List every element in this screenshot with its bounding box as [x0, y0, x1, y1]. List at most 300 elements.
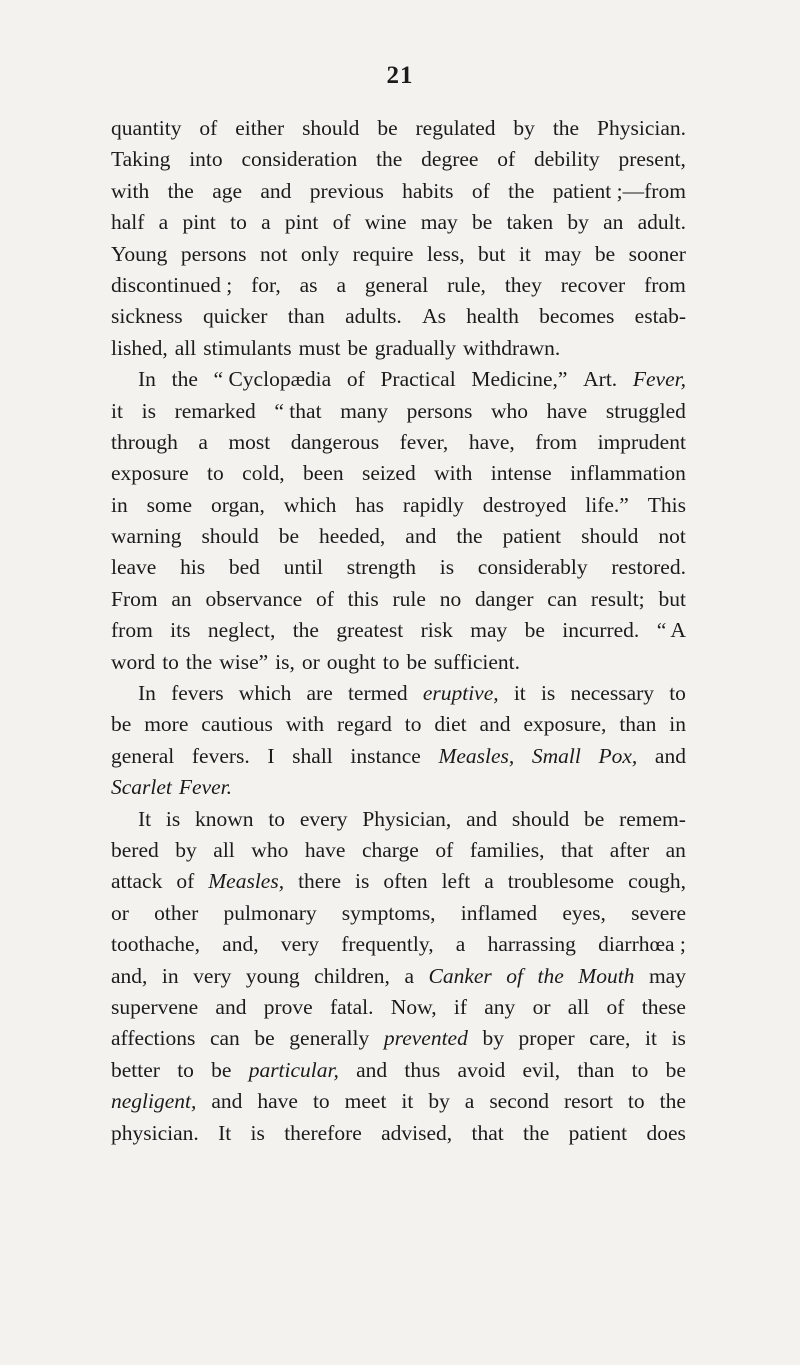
- word: has: [355, 492, 384, 517]
- word: In: [138, 367, 156, 392]
- word: imprudent: [597, 429, 686, 454]
- word: cautious: [201, 712, 273, 737]
- word: It: [218, 1120, 232, 1145]
- word: becomes: [539, 304, 615, 329]
- word: to: [312, 1089, 330, 1114]
- text-line: [111, 396, 686, 427]
- word: children,: [314, 963, 390, 988]
- word: than: [619, 712, 657, 737]
- text-line: [111, 709, 686, 740]
- word: should: [511, 806, 570, 831]
- word: of: [176, 869, 195, 894]
- word: inflammation: [570, 461, 686, 486]
- word: proper: [518, 1026, 575, 1051]
- word: and: [479, 712, 511, 737]
- text-line: [111, 458, 686, 489]
- word: intense: [490, 461, 552, 486]
- word: is,: [275, 649, 295, 674]
- word: lished,: [111, 335, 168, 360]
- word: have: [304, 837, 346, 862]
- word: all: [213, 837, 235, 862]
- word: the: [456, 524, 483, 549]
- word: than: [577, 1057, 615, 1082]
- word: all: [567, 994, 590, 1019]
- word: to: [631, 1057, 649, 1082]
- word: with: [285, 712, 325, 737]
- word: physician.: [111, 1120, 199, 1145]
- word: risk: [420, 618, 453, 643]
- text-line: [111, 490, 686, 521]
- text-line: [111, 1086, 686, 1117]
- word: they: [504, 272, 542, 297]
- word: better: [111, 1057, 160, 1082]
- word: of: [199, 116, 218, 140]
- word: supervene: [111, 994, 199, 1019]
- word: with: [434, 461, 473, 486]
- word: patient: [568, 1120, 628, 1145]
- italic-word: Mouth: [578, 963, 635, 988]
- italic-word: Canker: [428, 963, 492, 988]
- word: most: [228, 429, 271, 454]
- word: persons: [406, 398, 473, 423]
- word: termed: [347, 681, 408, 706]
- word: but: [658, 586, 686, 611]
- word: can: [547, 586, 578, 611]
- word: present,: [618, 147, 686, 172]
- word: rule,: [447, 272, 486, 297]
- word: the: [171, 367, 198, 392]
- text-line: [111, 333, 686, 364]
- word: it: [518, 241, 531, 266]
- word: be: [377, 116, 398, 140]
- text-line: [111, 521, 686, 552]
- word: Now,: [390, 994, 437, 1019]
- word: does: [646, 1120, 686, 1145]
- word: should: [201, 524, 259, 549]
- word: have,: [468, 429, 515, 454]
- word: into: [189, 147, 223, 172]
- word: be: [472, 210, 493, 235]
- word: by: [428, 1089, 450, 1114]
- word: struggled: [605, 398, 686, 423]
- word: pint: [182, 210, 216, 235]
- text-line: [111, 270, 686, 301]
- text-line: [111, 1118, 686, 1149]
- word: no: [439, 586, 462, 611]
- word: the: [185, 649, 213, 674]
- word: rapidly: [402, 492, 464, 517]
- word: exposure,: [523, 712, 607, 737]
- word: instance: [350, 743, 421, 768]
- word: word: [111, 649, 156, 674]
- word: organ,: [210, 492, 265, 517]
- word: not: [259, 241, 288, 266]
- word: result;: [590, 586, 645, 611]
- word: “ A: [656, 618, 686, 643]
- word: it: [645, 1026, 657, 1051]
- word: by: [567, 210, 589, 235]
- word: avoid: [457, 1057, 506, 1082]
- word: restored.: [611, 555, 686, 580]
- word: or: [532, 994, 551, 1019]
- text-line: [111, 427, 686, 458]
- word: be: [594, 241, 616, 266]
- text-line: [111, 898, 686, 929]
- word: bed: [228, 555, 260, 580]
- word: prove: [263, 994, 313, 1019]
- word: dangerous: [290, 429, 380, 454]
- text-line: [111, 207, 686, 238]
- text-line: [111, 1055, 686, 1086]
- text-line: [111, 866, 686, 897]
- word: are: [306, 681, 333, 706]
- word: from: [111, 618, 153, 643]
- word: be: [111, 712, 132, 737]
- word: necessary: [570, 681, 655, 706]
- italic-word: Fever,: [632, 367, 686, 392]
- word: fatal.: [329, 994, 374, 1019]
- word: less,: [426, 241, 465, 266]
- word: patient ;—from: [552, 178, 686, 203]
- word: thus: [404, 1057, 441, 1082]
- word: danger: [475, 586, 534, 611]
- word: wine: [364, 210, 407, 235]
- text-line: [111, 615, 686, 646]
- word: In: [138, 681, 156, 706]
- word: debility: [533, 147, 600, 172]
- word: be: [524, 618, 545, 643]
- word: left: [441, 869, 471, 894]
- word: the: [508, 178, 535, 203]
- word: to: [207, 461, 224, 486]
- word: other: [154, 900, 199, 925]
- italic-word: negligent,: [111, 1089, 197, 1114]
- word: to: [382, 649, 400, 674]
- word: taken: [506, 210, 554, 235]
- text-line: [111, 929, 686, 960]
- word: can: [209, 1026, 240, 1051]
- word: affections: [111, 1026, 196, 1051]
- word: and: [215, 994, 247, 1019]
- word: to: [404, 712, 422, 737]
- word: withdrawn.: [462, 335, 561, 360]
- word: in: [669, 712, 686, 737]
- word: patient: [502, 524, 562, 549]
- word: Taking: [111, 147, 171, 172]
- word: incurred.: [562, 618, 640, 643]
- word: regulated: [415, 116, 496, 140]
- word: by: [513, 116, 535, 140]
- italic-word: prevented: [383, 1026, 468, 1051]
- word: rule: [392, 586, 426, 611]
- word: charge: [361, 837, 419, 862]
- word: been: [302, 461, 344, 486]
- word: advised,: [381, 1120, 453, 1145]
- italic-word: particular,: [248, 1057, 339, 1082]
- word: in: [111, 492, 128, 517]
- text-line: [111, 176, 686, 207]
- word: remem-: [619, 806, 686, 831]
- italic-word: Fever.: [178, 775, 233, 800]
- word: age: [212, 178, 243, 203]
- word: which: [238, 681, 292, 706]
- word: of: [497, 147, 516, 172]
- word: I: [267, 743, 275, 768]
- word: therefore: [284, 1120, 362, 1145]
- word: in: [161, 963, 179, 988]
- word: every: [299, 806, 348, 831]
- word: a: [484, 869, 494, 894]
- word: attack: [111, 869, 163, 894]
- word: a: [158, 210, 169, 235]
- text-line: [111, 678, 686, 709]
- word: it: [401, 1089, 414, 1114]
- word: bered: [111, 837, 159, 862]
- word: Young: [111, 241, 168, 266]
- word: fevers.: [191, 743, 250, 768]
- text-line: [111, 552, 686, 583]
- word: may: [544, 241, 582, 266]
- word: the: [552, 116, 580, 140]
- word: cough,: [628, 869, 686, 894]
- word: inflamed: [460, 900, 538, 925]
- text-line: [111, 647, 686, 678]
- word: second: [489, 1089, 550, 1114]
- word: some: [146, 492, 193, 517]
- word: a: [336, 272, 347, 297]
- word: exposure: [111, 461, 189, 486]
- word: from: [644, 272, 686, 297]
- word: must: [298, 335, 341, 360]
- word: of: [435, 837, 454, 862]
- word: or: [111, 900, 129, 925]
- word: there: [298, 869, 342, 894]
- text-line: [111, 364, 686, 395]
- word: is: [250, 1120, 265, 1145]
- word: pulmonary: [223, 900, 317, 925]
- word: “ that: [274, 398, 322, 423]
- word: frequently,: [341, 932, 434, 957]
- word: fevers: [171, 681, 224, 706]
- text-line: [111, 835, 686, 866]
- word: by: [482, 1026, 504, 1051]
- word: resort: [563, 1089, 613, 1114]
- word: From: [111, 586, 158, 611]
- word: families,: [469, 837, 545, 862]
- word: it: [111, 398, 123, 423]
- word: if: [453, 994, 467, 1019]
- text-line: [111, 772, 686, 803]
- word: is: [141, 398, 156, 423]
- word: who: [251, 837, 289, 862]
- word: require: [352, 241, 414, 266]
- word: considerably: [477, 555, 588, 580]
- word: have: [546, 398, 588, 423]
- word: his: [180, 555, 206, 580]
- word: an: [603, 210, 624, 235]
- word: be: [406, 649, 427, 674]
- word: as: [299, 272, 318, 297]
- word: symptoms,: [341, 900, 436, 925]
- italic-word: eruptive,: [422, 681, 499, 706]
- word: Practical: [380, 367, 456, 392]
- body-text: [111, 113, 686, 1149]
- word: leave: [111, 555, 157, 580]
- word: either: [235, 116, 285, 140]
- word: be: [347, 335, 368, 360]
- word: remarked: [174, 398, 256, 423]
- word: an: [665, 837, 686, 862]
- word: these: [641, 994, 686, 1019]
- word: of: [332, 210, 351, 235]
- word: is: [355, 869, 370, 894]
- word: seized: [361, 461, 416, 486]
- word: to: [627, 1089, 645, 1114]
- word: sufficient.: [433, 649, 520, 674]
- word: diet: [434, 712, 467, 737]
- word: is: [671, 1026, 686, 1051]
- word: Physician.: [597, 116, 686, 140]
- text-line: [111, 584, 686, 615]
- word: to: [268, 806, 286, 831]
- word: or: [301, 649, 320, 674]
- word: general: [364, 272, 429, 297]
- word: an: [171, 586, 192, 611]
- text-line: [111, 113, 686, 144]
- word: is: [439, 555, 455, 580]
- word: the: [376, 147, 403, 172]
- word: a: [261, 210, 271, 235]
- word: that: [560, 837, 594, 862]
- word: which: [283, 492, 337, 517]
- word: fever,: [399, 429, 449, 454]
- word: but: [478, 241, 506, 266]
- word: a: [404, 963, 414, 988]
- italic-word: the: [537, 963, 564, 988]
- word: after: [609, 837, 650, 862]
- word: any: [484, 994, 516, 1019]
- word: As: [422, 304, 446, 329]
- word: wise”: [219, 649, 269, 674]
- word: and: [405, 524, 437, 549]
- word: be: [665, 1057, 686, 1082]
- word: adult.: [637, 210, 686, 235]
- word: Medicine,”: [471, 367, 568, 392]
- word: eyes,: [562, 900, 606, 925]
- word: consideration: [241, 147, 358, 172]
- word: quantity: [111, 116, 182, 140]
- word: and: [356, 1057, 388, 1082]
- word: and: [654, 743, 686, 768]
- word: harrassing: [487, 932, 576, 957]
- word: the: [167, 178, 194, 203]
- word: may: [648, 963, 686, 988]
- word: degree: [421, 147, 479, 172]
- word: gradually: [374, 335, 456, 360]
- word: the: [659, 1089, 686, 1114]
- word: It: [138, 806, 152, 831]
- word: be: [584, 806, 605, 831]
- word: more: [144, 712, 189, 737]
- word: habits: [402, 178, 454, 203]
- word: ought: [326, 649, 376, 674]
- word: it: [513, 681, 526, 706]
- word: troublesome: [507, 869, 615, 894]
- word: may: [420, 210, 458, 235]
- italic-word: of: [506, 963, 524, 988]
- word: young: [245, 963, 300, 988]
- word: strength: [346, 555, 417, 580]
- word: of: [315, 586, 334, 611]
- word: of: [471, 178, 490, 203]
- word: a: [464, 1089, 475, 1114]
- word: often: [383, 869, 428, 894]
- text-line: [111, 741, 686, 772]
- word: greatest: [336, 618, 404, 643]
- word: observance: [205, 586, 303, 611]
- word: shall: [292, 743, 333, 768]
- word: previous: [309, 178, 384, 203]
- word: diarrhœa ;: [598, 932, 686, 957]
- word: This: [647, 492, 686, 517]
- word: only: [300, 241, 340, 266]
- text-line: [111, 992, 686, 1023]
- word: its: [170, 618, 191, 643]
- italic-word: Pox,: [598, 743, 638, 768]
- word: persons: [180, 241, 247, 266]
- word: very: [193, 963, 232, 988]
- text-line: [111, 961, 686, 992]
- text-line: [111, 239, 686, 270]
- word: “ Cyclopædia: [213, 367, 332, 392]
- word: that: [471, 1120, 504, 1145]
- word: known: [195, 806, 254, 831]
- word: a: [198, 429, 208, 454]
- word: cold,: [242, 461, 285, 486]
- word: this: [347, 586, 379, 611]
- word: very: [280, 932, 320, 957]
- word: until: [283, 555, 324, 580]
- word: to: [230, 210, 247, 235]
- word: sooner: [628, 241, 686, 266]
- word: from: [535, 429, 578, 454]
- word: be: [278, 524, 300, 549]
- word: general: [111, 743, 175, 768]
- word: a: [455, 932, 466, 957]
- page-number: 21: [386, 62, 414, 89]
- word: with: [111, 178, 150, 203]
- word: sickness: [111, 304, 183, 329]
- word: by: [175, 837, 197, 862]
- word: and: [466, 806, 498, 831]
- text-line: [111, 1023, 686, 1054]
- word: who: [490, 398, 528, 423]
- word: severe: [631, 900, 686, 925]
- word: discontinued ;: [111, 272, 233, 297]
- word: not: [658, 524, 686, 549]
- word: the: [292, 618, 319, 643]
- word: adults.: [345, 304, 402, 329]
- word: recover: [560, 272, 626, 297]
- word: be: [211, 1057, 232, 1082]
- word: estab-: [634, 304, 686, 329]
- word: stimulants: [203, 335, 292, 360]
- word: meet: [344, 1089, 387, 1114]
- italic-word: Small: [531, 743, 581, 768]
- word: Art.: [583, 367, 618, 392]
- word: to: [162, 649, 179, 674]
- italic-word: Measles,: [208, 869, 285, 894]
